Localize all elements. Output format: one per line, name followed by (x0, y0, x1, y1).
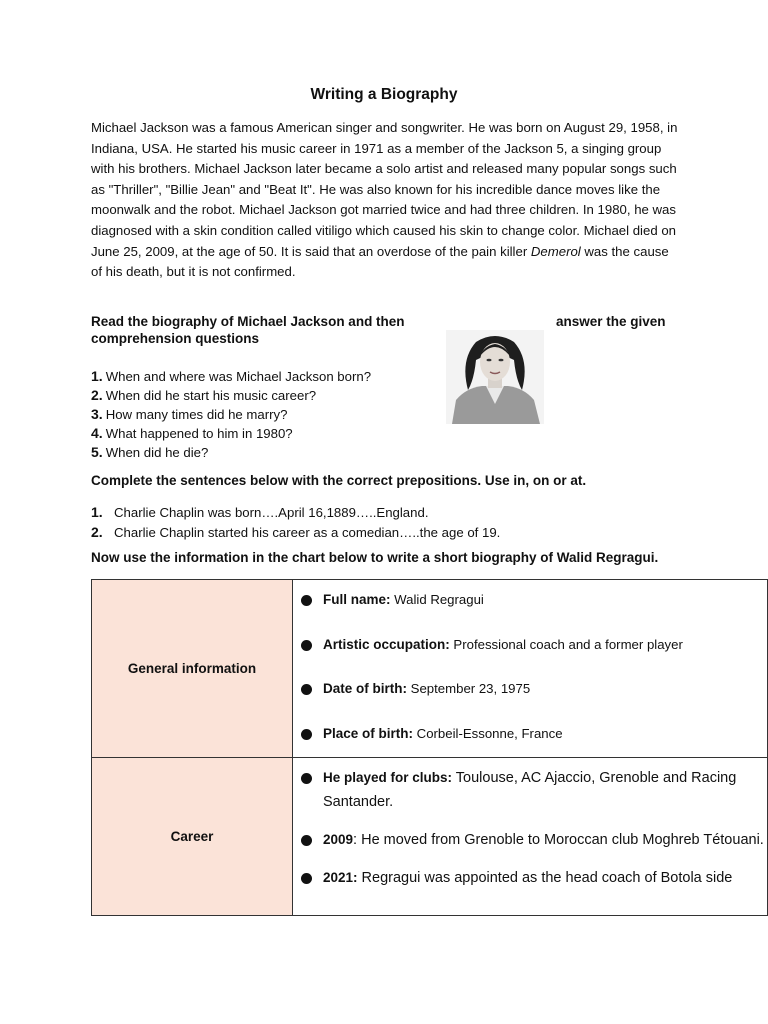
list-item (91, 443, 371, 462)
list-item (91, 386, 371, 405)
item-value: Walid Regragui (390, 592, 484, 607)
item-value: Professional coach and a former player (449, 636, 683, 652)
paragraph-italic-drug: Demerol (530, 243, 581, 259)
table-row (92, 758, 768, 916)
read-instruction-left: Read the biography of Michael Jackson and then (91, 314, 405, 329)
question-text: When and where was Michael Jackson born? (105, 369, 372, 384)
general-info-cell (293, 580, 768, 758)
portrait-photo-icon (446, 330, 544, 424)
list-item (293, 680, 767, 698)
item-key: 2009 (323, 832, 354, 847)
table-row (92, 580, 768, 758)
question-list (91, 367, 371, 462)
question-text: How many times did he marry? (105, 407, 288, 422)
row-label-general: General information (92, 580, 293, 758)
portrait-photo (446, 330, 544, 424)
list-item (91, 503, 500, 523)
question-number: 2. (91, 387, 103, 403)
item-key: Full name: (323, 592, 391, 607)
item-key: Date of birth: (323, 681, 407, 696)
list-item (293, 828, 767, 852)
item-key: He played for clubs: (323, 770, 453, 785)
biography-info-table (91, 579, 768, 916)
list-item (293, 866, 767, 890)
item-key: Place of birth: (323, 725, 414, 741)
question-number: 5. (91, 444, 103, 460)
paragraph-text-1: Michael Jackson was a famous American singer and songwriter. He was born on August 29, 1958, in Indiana, USA. He started his music career in 1971 as a member of the Jackson 5, a singing group with his brothers. Michael Jackson later became a solo artist and released many popular songs such as "Thriller", "Billie Jean" and "Beat It". He was also known for his incredible dance moves like the moonwalk and the robot. Michael Jackson got married twice and had three children. In 1980, he was diagnosed with a skin condition called vitiligo which caused his skin to change color. Michael died on June 25, 2009, at the age of 50. It is said that an overdose of the pain killer (91, 120, 678, 259)
item-value: September 23, 1975 (407, 681, 531, 696)
read-instruction-line2: comprehension questions (91, 331, 260, 346)
read-instruction-right: answer the given (556, 314, 666, 329)
prepositions-list (91, 503, 500, 542)
list-item (91, 405, 371, 424)
item-number: 1. (91, 504, 103, 520)
list-item (91, 523, 500, 543)
item-key: Artistic occupation: (323, 636, 450, 652)
question-text: When did he die? (105, 445, 209, 460)
general-info-list (293, 580, 767, 743)
item-value: Corbeil-Essonne, France (413, 725, 563, 741)
career-list (293, 758, 767, 890)
item-value: Regragui was appointed as the head coach of Botola side (357, 870, 733, 886)
question-number: 3. (91, 406, 103, 422)
row-label-career: Career (92, 758, 293, 916)
question-text: When did he start his music career? (105, 388, 317, 403)
list-item (91, 367, 371, 386)
item-key: 2021: (323, 870, 358, 885)
item-value: : He moved from Grenoble to Moroccan club Moghreb Tétouani. (353, 832, 764, 848)
item-number: 2. (91, 523, 103, 540)
list-item (293, 636, 767, 654)
item-text: Charlie Chaplin started his career as a comedian…..the age of 19. (114, 524, 501, 540)
question-number: 4. (91, 425, 103, 441)
list-item (293, 591, 767, 609)
item-text: Charlie Chaplin was born….April 16,1889…..England. (114, 505, 429, 520)
question-text: What happened to him in 1980? (105, 426, 293, 441)
biography-paragraph (91, 118, 681, 283)
item-value: Toulouse, AC Ajaccio, Grenoble and Racing Santander. (323, 770, 737, 810)
list-item (91, 424, 371, 443)
paragraph-text-2: was the cause of his death, but it is not confirmed. (91, 243, 669, 280)
read-instruction (91, 313, 691, 347)
list-item (293, 766, 767, 814)
question-number: 1. (91, 368, 103, 384)
prepositions-instruction: Complete the sentences below with the correct prepositions. Use in, on or at. (91, 473, 587, 488)
chart-instruction: Now use the information in the chart below to write a short biography of Walid Regragui. (91, 550, 659, 565)
list-item (293, 725, 767, 743)
page-title: Writing a Biography (310, 86, 458, 103)
career-cell (293, 758, 768, 916)
